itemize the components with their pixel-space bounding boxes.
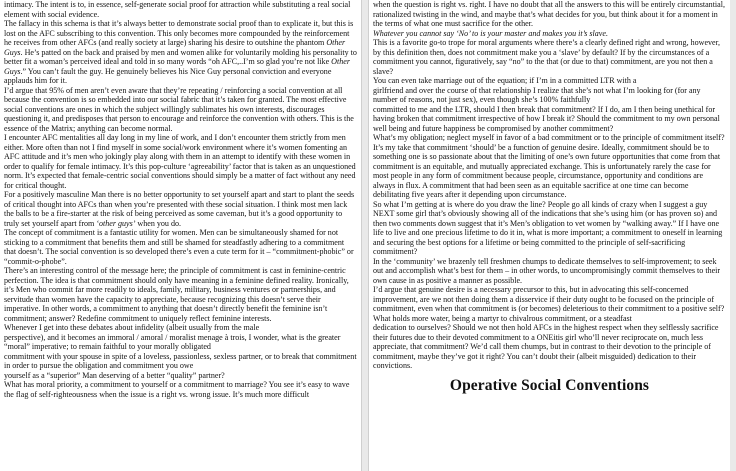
paragraph <box>373 285 726 314</box>
text-run: intimacy. The intent is to, in essence, self-generate social proof for attraction while substituting a real social element with social evidence. <box>4 0 351 19</box>
paragraph <box>373 143 726 200</box>
text-run: What holds more water, being a martyr to chivalrous commitment, or a steadfast <box>373 313 632 323</box>
paragraph <box>373 257 726 286</box>
text-run: You can even take marriage out of the equation; if I’m in a committed LTR with a <box>373 76 637 85</box>
paragraph <box>373 86 726 105</box>
italic-text: Other Guys <box>4 57 350 76</box>
paragraph <box>373 29 726 39</box>
paragraph <box>373 76 726 86</box>
text-run: yourself as a “superior” Man deserving of a better “quality” partner? <box>4 370 225 380</box>
section-heading: Operative Social Conventions <box>449 376 650 394</box>
paragraph <box>4 314 357 324</box>
paragraph <box>4 333 357 352</box>
paragraph <box>4 19 357 86</box>
text-run: What’s my obligation; neglect myself in favor of a bad commitment or to the principle of commitment itself? <box>373 133 725 142</box>
paragraph <box>4 266 357 314</box>
text-run: So what I’m getting at is where do you draw the line? People go all kinds of crazy when I suggest a guy NEXT some girl that’s obviously showing all of the indications that she’s using him (or has proven so) and then two comments down suggest that it’s Men’s obligation to vet women by “walking away.” If I have one life to live and one precious lifetime to do it in, what is more important; a commitment to oneself in learning and securing the best options for a lifetime or being committed to the principle of self-sacrificing commitment? <box>373 199 723 256</box>
text-run: I’d argue that genuine desire is a necessary precursor to this, but in advocating this self-concerned improvement, are we not then doing them a disservice if their duty ought to be focused on the principle of commitment, even when that commitment is (or becomes) deleterious to their commitment to a positive self? <box>373 285 725 313</box>
paragraph <box>373 105 726 134</box>
paragraph <box>4 133 357 190</box>
italic-text: ‘other guys’ <box>96 218 136 228</box>
text-run: There’s an interesting control of the message here; the principle of commitment is cast in feminine-centric perfection. The idea is that commitment should only have meaning in a feminine defined reality. Ironically, it’s Men who commit far more readily to ideals, family, military, business ventures or partnerships, and servitude than women have the capacity to appreciate, because recognizing this doesn’t serve their imperative. In other words, a commitment to anything that doesn’t directly benefit the feminine isn’t <box>4 266 349 313</box>
paragraph <box>4 323 357 333</box>
left-page-column <box>0 0 362 471</box>
paragraph <box>4 86 357 134</box>
paragraph <box>373 314 726 324</box>
paragraph <box>373 0 726 29</box>
paragraph <box>4 380 357 399</box>
text-run: girlfriend and over the course of that relationship I realize that she’s not what I’m looking for (for any number of reasons, not just sex), even though she’s 100% faithfully <box>373 85 701 104</box>
text-run: For a positively masculine Man there is no better opportunity to set yourself apart and start to plant the seeds of critical thought into AFCs than when you’re presented with these social situation. I think most men lack the balls to be a fire-starter at the risk of being perceived as some caveman, but it’s a good opportunity to truly set yourself apart from <box>4 190 355 228</box>
text-run: dedication to ourselves? Should we not then hold AFCs in the highest respect when they selflessly sacrifice their futures due to their devoted commitment to a ONEitis girl who’ll never reciprocate on, much less appreciate, that commitment? We’d call them chumps, but in contrast to their devotion to the principle of commitment, maybe they’ve got it right? You can’t doubt their (albeit misguided) dedication to their convictions. <box>373 323 719 370</box>
text-run: Whatever you cannot say ‘No’ to is your master and makes you it’s slave. <box>373 28 608 38</box>
text-run: It’s my take that commitment ‘should’ be a function of genuine desire. Ideally, commitment should be to something one is so passionate about that the limiting of one’s own future opportunities that come from that commitment is an equitable, and mutually appreciated exchange. This is unfortunately rarely the case for most people in any form of commitment because people, circumstance, opportunity and conditions are always in flux. A commitment that had been seen as an equitable sacrifice at one time can become debilitating five years after it depending upon circumstance. <box>373 142 721 199</box>
paragraph <box>4 190 357 228</box>
text-run: What has moral priority, a commitment to yourself or a commitment to marriage? You see it’s easy to wave the flag of self-righteousness when the issue is a right vs. wrong issue. It’s much more difficult <box>4 380 350 399</box>
paragraph <box>373 323 726 371</box>
text-run: committed to me and the LTR, should I then break that commitment? If I do, am I then being unethical for having broken that commitment irrespective of how I break it? Should the commitment to my own personal well being and future happiness be compromised by another commitment? <box>373 104 720 133</box>
paragraph <box>373 200 726 257</box>
text-run: I’d argue that 95% of men aren’t even aware that they’re repeating / reinforcing a social convention at all because the convention is so embedded into our social fabric that it’s taken for granted. The most effective social conventions are ones in which the subject willingly sublimates his own interests, discourages questioning it, and predisposes that person to encourage and reinforce the convention with others. This is the essence of the Matrix; anything can become normal. <box>4 85 354 133</box>
paragraph <box>4 228 357 266</box>
text-run: perspective), and it becomes an immoral / amoral / moralist menage à trois, I wonder, what is the greater “moral” imperative; to remain faithful to your morally obligated <box>4 332 341 351</box>
right-page-column <box>368 0 730 471</box>
text-run: commitment; answer? Redefine commitment to uniquely reflect feminine interests. <box>4 313 272 323</box>
italic-text: Other Guys <box>4 38 346 57</box>
text-run: when you do. <box>135 218 181 228</box>
text-run: This is a favorite go-to trope for moral arguments where there’s a clearly defined right and wrong, however, by this definition then, does not commitment make you a ‘slave’ by default? If by the circumstances of a commitment you cannot, figuratively, say “no” to the that (or due to that) commitment, are you not then a slave? <box>373 38 720 76</box>
text-run: when the question is right vs. right. I have no doubt that all the answers to this will be entirely circumstantial, rationalized twisting in the wind, and maybe that’s what decides for you, but think about it for a moment in the terms of what one must sacrifice for the other. <box>373 0 725 28</box>
text-run: The concept of commitment is a fantastic utility for women. Men can be simultaneously shamed for not sticking to a commitment that benefits them and still be shamed for steadfastly adhering to a commitment that doesn’t. The social convention is so developed there’s even a cute term for it – “commitment-phobic” or “commit-o-phobe”. <box>4 228 354 266</box>
text-run: . He’s patted on the back and praised by men and women alike for voluntarily molding his personality to better fit a woman’s perceived ideal and told in so many words “oh AFC,..I’m so glad you’re not like <box>4 47 357 66</box>
text-run: .” You can’t fault the guy. He genuinely believes his Nice Guy personal conviction and everyone applauds him for it. <box>4 66 332 85</box>
text-run: In the ‘community’ we brazenly tell freshmen chumps to dedicate themselves to self-improvement; to seek out and accomplish what’s best for them – in other words, to uncompromisingly commit themselves to their own cause in as positive a manner as possible. <box>373 256 721 285</box>
text-run: commitment with your spouse in spite of a loveless, passionless, sexless partner, or to break that commitment in order to pursue the obligation and commitment you owe <box>4 351 357 370</box>
text-run: The fallacy in this schema is that it’s always better to demonstrate social proof than to explicate it, but this is lost on the AFC subscribing to this convention. This only becomes more compounded by the reinforcement he receives from other AFCs (and really society at large) sharing his desire to outshine the phantom <box>4 19 354 47</box>
paragraph <box>4 352 357 371</box>
text-run: I encounter AFC mentalities all day long in my line of work, and I don’t encounter them strictly from men either. More often than not I find myself in some social/work environment where it’s women fomenting an AFC attitude and it’s men who jokingly play along with them in an attempt to identify with these women in order to qualify for female intimacy. It’s this pop-culture ‘agreeability’ factor that is taken as an unquestioned norm. It’s expected that female-centric social conventions should simply be a matter of fact without any need for critical thought. <box>4 133 356 190</box>
text-run: Whenever I get into these debates about infidelity (albeit usually from the male <box>4 323 260 332</box>
paragraph <box>373 133 726 143</box>
paragraph <box>4 371 357 381</box>
paragraph <box>373 38 726 76</box>
paragraph <box>4 0 357 19</box>
